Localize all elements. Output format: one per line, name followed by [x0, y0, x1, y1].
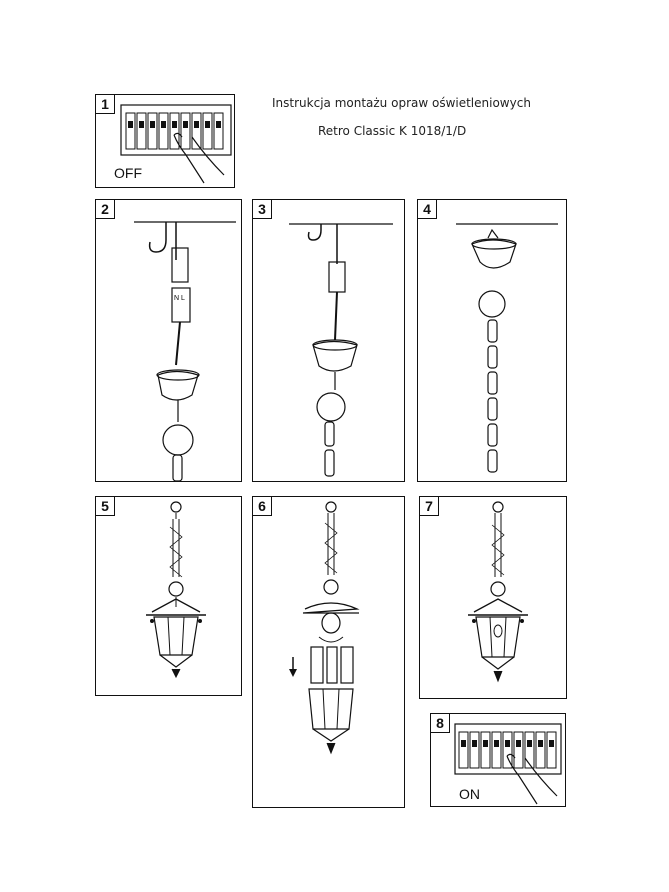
lantern-diagram	[96, 497, 243, 697]
step-8-panel	[430, 713, 566, 807]
step-number: 5	[96, 497, 115, 516]
step-2-panel	[95, 199, 242, 482]
step-number: 6	[253, 497, 272, 516]
product-model: Retro Classic K 1018/1/D	[318, 124, 467, 138]
step-number: 7	[420, 497, 439, 516]
on-label: ON	[459, 786, 480, 802]
step-1-panel	[95, 94, 235, 188]
mounted-canopy-diagram	[418, 200, 568, 483]
step-6-panel	[252, 496, 405, 808]
canopy-mounting-diagram	[253, 200, 406, 483]
step-number: 2	[96, 200, 115, 219]
step-number: 8	[431, 714, 450, 733]
circuit-breaker-icon	[431, 714, 567, 808]
wiring-connection-diagram	[96, 200, 243, 483]
off-label: OFF	[114, 165, 142, 181]
instruction-title: Instrukcja montażu opraw oświetleniowych	[272, 96, 531, 110]
step-number: 4	[418, 200, 437, 219]
step-7-panel	[419, 496, 567, 699]
step-number: 1	[96, 95, 115, 114]
step-number: 3	[253, 200, 272, 219]
step-5-panel	[95, 496, 242, 696]
bulb-and-glass-diagram	[253, 497, 406, 809]
connector-label: N L	[174, 295, 185, 302]
step-3-panel	[252, 199, 405, 482]
step-4-panel	[417, 199, 567, 482]
complete-lantern-diagram	[420, 497, 568, 700]
